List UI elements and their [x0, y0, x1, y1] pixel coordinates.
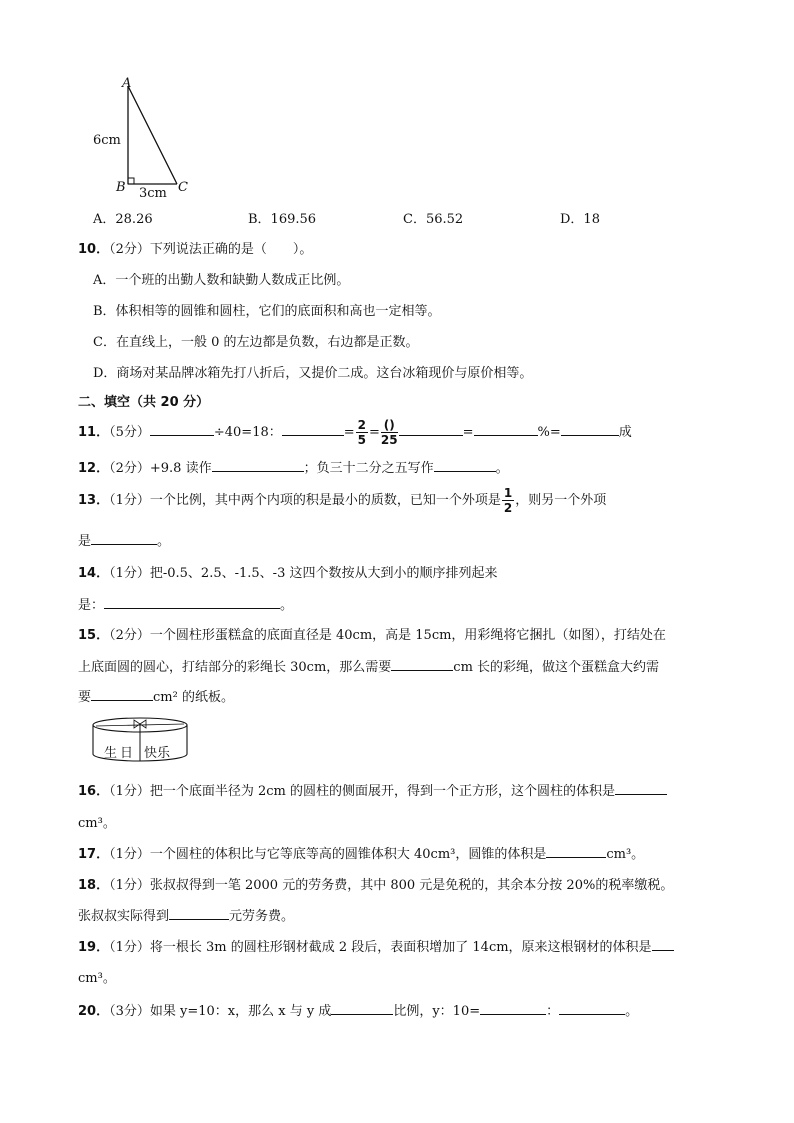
q19-line-2: cm³。	[78, 971, 116, 986]
right-angle-mark	[128, 178, 134, 184]
q17-text-1: （1分）一个圆柱的体积比与它等底等高的圆锥体积大 40cm³，圆锥的体积是	[109, 847, 547, 862]
q20-text-3: ：	[546, 1004, 560, 1019]
q14-line-1	[78, 562, 497, 581]
q16-blank[interactable]	[615, 782, 667, 795]
q11-blank-2[interactable]	[282, 423, 344, 436]
q12-text-1: （2分）+9.8 读作	[109, 461, 212, 476]
q18-line-1	[78, 874, 673, 893]
section-title: 二、填空（共 20 分）	[78, 395, 210, 410]
q11-text-3: =	[369, 425, 380, 440]
q12-blank-2[interactable]	[434, 459, 496, 472]
q19-text-1: （1分）将一根长 3m 的圆柱形钢材截成 2 段后，表面积增加了 14cm，原来这根钢材的体积是	[109, 940, 652, 955]
q18-text-2b: 元劳务费。	[229, 909, 295, 924]
q10-option-d[interactable]: D．商场对某品牌冰箱先打八折后，又提价二成。这台冰箱现价与原价相等。	[93, 366, 533, 381]
side-bc-label: 3cm	[139, 186, 167, 201]
q20-blank-3[interactable]	[559, 1002, 625, 1015]
q13-number: 13．	[78, 493, 110, 508]
q13-line-1	[78, 486, 606, 516]
vertex-c-label: C	[178, 180, 188, 195]
q15-text-3b: cm² 的纸板。	[153, 690, 234, 705]
q16-text-1: （1分）把一个底面半径为 2cm 的圆柱的侧面展开，得到一个正方形，这个圆柱的体积是	[109, 784, 616, 799]
q11-blank-3[interactable]	[399, 423, 463, 436]
q9-option-c[interactable]: C．56.52	[403, 212, 464, 227]
cake-text-left: 生日	[104, 746, 137, 761]
q14-line2-text-b: 。	[280, 598, 294, 613]
side-ab-label: 6cm	[93, 133, 121, 148]
q9-option-d[interactable]: D．18	[560, 212, 600, 227]
q11-text-6: 成	[618, 425, 632, 440]
q9-option-a[interactable]: A．28.26	[93, 212, 153, 227]
vertex-a-label: A	[122, 76, 132, 91]
q15-text-2b: cm 长的彩绳，做这个蛋糕盒大约需	[453, 660, 660, 675]
q10-stem	[78, 238, 312, 257]
q17-number: 17．	[78, 847, 110, 862]
q10-number: 10．	[78, 242, 110, 257]
q15-text-1: （2分）一个圆柱形蛋糕盒的底面直径是 40cm，高是 15cm，用彩绳将它捆扎（如图），打结处在	[109, 628, 666, 643]
q14-line2-text-a: 是：	[78, 598, 105, 613]
vertex-b-label: B	[116, 180, 126, 195]
q11-number: 11．	[78, 425, 110, 440]
q14-number: 14．	[78, 566, 110, 581]
q12-text-2: ；负三十二分之五写作	[303, 461, 434, 476]
q18-blank[interactable]	[169, 907, 229, 920]
q16-line-2: cm³。	[78, 816, 116, 831]
q18-text-1: （1分）张叔叔得到一笔 2000 元的劳务费，其中 800 元是免税的，其余本分按 20%的税率缴税。	[109, 878, 674, 893]
q13-blank[interactable]	[91, 532, 157, 545]
q13-line-2	[78, 530, 170, 549]
q13-text-1: （1分）一个比例，其中两个内项的积是最小的质数，已知一个外项是	[109, 493, 501, 508]
q11-text-4: =	[462, 425, 474, 440]
q11-score: （5分）	[109, 425, 150, 440]
q17-text-2: cm³。	[606, 847, 645, 862]
q15-line-1	[78, 624, 666, 643]
q15-text-3a: 要	[78, 690, 92, 705]
q20	[78, 1000, 638, 1019]
q19-blank[interactable]	[652, 938, 674, 951]
q20-number: 20．	[78, 1004, 110, 1019]
q20-text-4: 。	[625, 1004, 639, 1019]
q19-line-1	[78, 936, 674, 955]
q12-number: 12．	[78, 461, 110, 476]
q11-fraction-2[interactable]: $\frac{()}{25}$	[380, 418, 398, 447]
q20-blank-2[interactable]	[480, 1002, 546, 1015]
q14-text: （1分）把-0.5、2.5、-1.5、-3 这四个数按从大到小的顺序排列起来	[109, 566, 498, 581]
q10-option-b[interactable]: B．体积相等的圆锥和圆柱，它们的底面积和高也一定相等。	[93, 304, 441, 319]
q12-text-3: 。	[495, 461, 509, 476]
q20-blank-1[interactable]	[331, 1002, 393, 1015]
q10-option-a[interactable]: A．一个班的出勤人数和缺勤人数成正比例。	[93, 273, 350, 288]
q17	[78, 843, 644, 862]
q20-text-2: 比例，y：10=	[393, 1004, 481, 1019]
q10-text: （2分）下列说法正确的是（ ）。	[109, 242, 313, 257]
q15-line-3	[78, 686, 234, 705]
q13-line2-text-b: 。	[157, 534, 171, 549]
q9-option-b[interactable]: B．169.56	[248, 212, 317, 227]
q11-text-1: ÷40=18：	[213, 425, 282, 440]
q11-blank-4[interactable]	[474, 423, 538, 436]
q18-line-2	[78, 905, 294, 924]
q11-text-5: %=	[537, 425, 561, 440]
q15-number: 15．	[78, 628, 110, 643]
q11	[78, 418, 632, 446]
q18-number: 18．	[78, 878, 110, 893]
q12	[78, 457, 509, 476]
side-ac	[128, 86, 177, 184]
q13-text-2: ，则另一个外项	[515, 493, 607, 508]
q16-line-1	[78, 780, 667, 799]
q15-blank-1[interactable]	[391, 658, 453, 671]
q10-option-c[interactable]: C．在直线上，一般 0 的左边都是负数，右边都是正数。	[93, 335, 419, 350]
q16-number: 16．	[78, 784, 110, 799]
q13-fraction: $\frac{1}{2}$	[503, 486, 513, 515]
q14-line-2	[78, 594, 293, 613]
q15-blank-2[interactable]	[91, 688, 153, 701]
q14-blank[interactable]	[104, 596, 280, 609]
q11-blank-5[interactable]	[561, 423, 619, 436]
q20-text-1: （3分）如果 y=10：x，那么 x 与 y 成	[109, 1004, 332, 1019]
cake-text-right: 快乐	[144, 746, 171, 761]
q11-blank-1[interactable]	[150, 423, 214, 436]
q11-text-2: =	[343, 425, 355, 440]
q18-text-2a: 张叔叔实际得到	[78, 909, 170, 924]
q19-number: 19．	[78, 940, 110, 955]
q15-text-2a: 上底面圆的圆心，打结部分的彩绳长 30cm，那么需要	[78, 660, 392, 675]
q12-blank-1[interactable]	[212, 459, 304, 472]
q17-blank[interactable]	[546, 845, 606, 858]
q11-fraction-1: $\frac{2}{5}$	[357, 418, 367, 447]
q13-line2-text-a: 是	[78, 534, 92, 549]
q15-line-2	[78, 656, 659, 675]
